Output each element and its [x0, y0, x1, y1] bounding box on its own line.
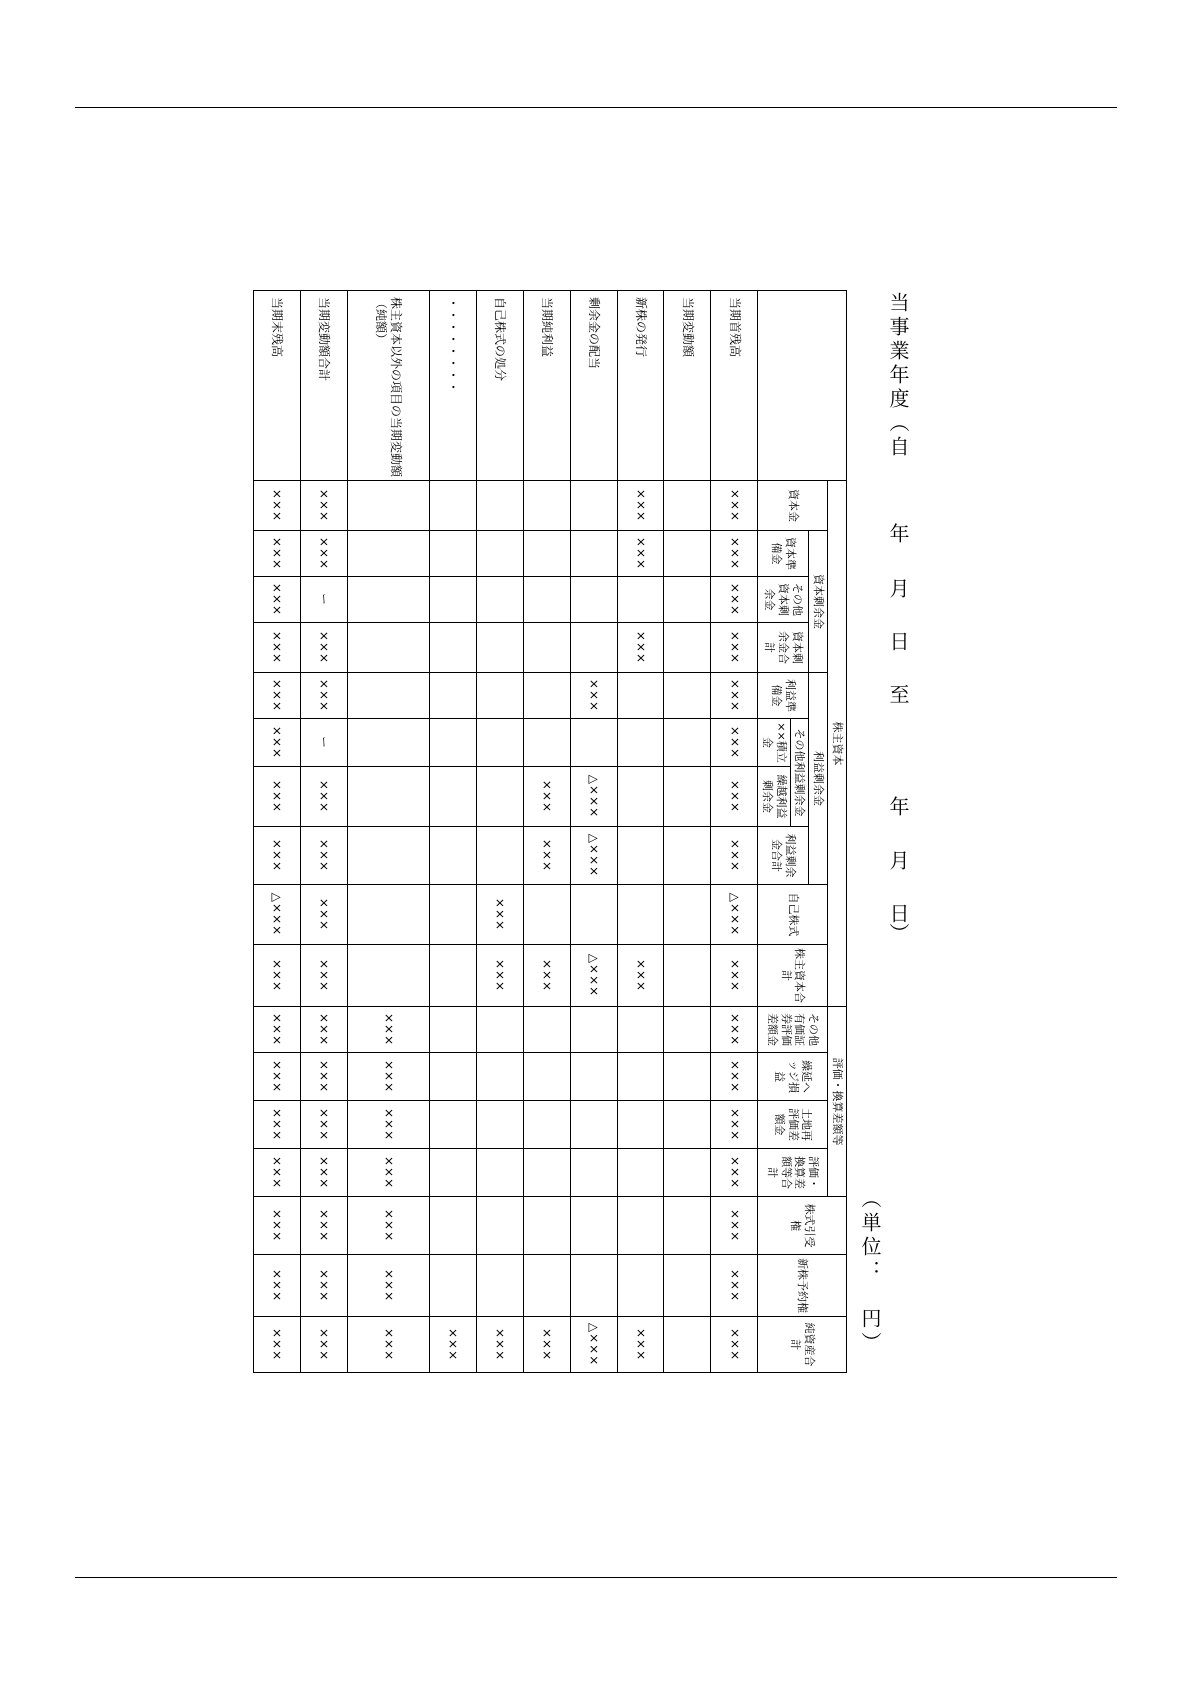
table-cell: ××× [711, 1149, 758, 1197]
header-stock-acquisition: 株式引受権 [758, 1197, 847, 1255]
table-cell [617, 1149, 664, 1197]
table-cell [429, 1255, 476, 1317]
table-cell [664, 945, 711, 1007]
table-row [347, 291, 429, 1373]
table-cell: ××× [711, 1007, 758, 1053]
table-cell [523, 1101, 570, 1149]
table-cell [429, 885, 476, 945]
table-cell: ××× [300, 1149, 347, 1197]
table-cell [523, 623, 570, 673]
table-cell [664, 1053, 711, 1101]
header-securities-valuation: その他有価証券評価差額金 [758, 1007, 828, 1053]
table-cell [476, 623, 523, 673]
table-cell [570, 1255, 617, 1317]
header-capital-reserve: 資本準備金 [758, 531, 809, 577]
table-cell [429, 1053, 476, 1101]
table-cell [476, 1149, 523, 1197]
unit-label: （単位： 円） [858, 1188, 882, 1356]
from-year: 年 [886, 523, 910, 543]
table-cell [617, 577, 664, 623]
table-cell: ××× [300, 623, 347, 673]
table-cell: ××× [523, 827, 570, 885]
table-cell: ××× [254, 1101, 301, 1149]
table-cell: ××× [711, 577, 758, 623]
header-deferred-hedge: 繰延ヘッジ損益 [758, 1053, 828, 1101]
table-cell: ××× [476, 885, 523, 945]
row-label: 当期変動額合計 [300, 291, 347, 481]
table-cell: ー [300, 577, 347, 623]
header-capital: 資本金 [758, 481, 828, 531]
table-cell [617, 1053, 664, 1101]
table-cell [617, 1101, 664, 1149]
table-cell: △××× [254, 885, 301, 945]
row-label: 当期変動額 [664, 291, 711, 481]
table-row [664, 291, 711, 1373]
row-label: 株主資本以外の項目の当期変動額（純額） [347, 291, 429, 481]
table-cell: ××× [711, 481, 758, 531]
table-cell [664, 531, 711, 577]
table-cell: ××× [347, 1053, 429, 1101]
to-month: 月 [886, 850, 910, 870]
table-cell: ××× [711, 1101, 758, 1149]
table-cell [429, 1197, 476, 1255]
table-cell: ××× [254, 827, 301, 885]
table-cell [476, 1101, 523, 1149]
table-cell [523, 1007, 570, 1053]
table-cell [476, 481, 523, 531]
table-cell: ー [300, 719, 347, 767]
table-cell [523, 673, 570, 719]
table-cell [429, 945, 476, 1007]
to-year: 年 [886, 796, 910, 816]
table-cell [570, 531, 617, 577]
row-label: 当期末残高 [254, 291, 301, 481]
table-cell: ××× [254, 945, 301, 1007]
table-cell: ××× [254, 1317, 301, 1373]
table-cell: ××× [570, 673, 617, 719]
table-row [523, 291, 570, 1373]
table-cell [476, 577, 523, 623]
row-label: ・・・・・・・・ [429, 291, 476, 481]
table-row [570, 291, 617, 1373]
table-cell: ××× [254, 1007, 301, 1053]
from-day: 日 [886, 631, 910, 651]
table-cell [617, 885, 664, 945]
header-shareholders-equity: 株主資本 [828, 481, 847, 1007]
table-cell: ××× [300, 767, 347, 827]
table-cell [429, 1101, 476, 1149]
table-cell [476, 827, 523, 885]
table-cell [429, 577, 476, 623]
table-cell [664, 1149, 711, 1197]
table-cell [664, 885, 711, 945]
table-cell [429, 1007, 476, 1053]
row-label: 自己株式の処分 [476, 291, 523, 481]
table-cell [429, 1149, 476, 1197]
table-cell [347, 719, 429, 767]
table-cell: ××× [523, 1317, 570, 1373]
table-cell [523, 1053, 570, 1101]
header-retained-earnings: 利益剰余金 [809, 673, 828, 885]
table-cell [347, 531, 429, 577]
table-cell: ××× [476, 1317, 523, 1373]
header-subscription-rights: 新株予約権 [758, 1255, 847, 1317]
table-cell: ××× [254, 481, 301, 531]
table-cell: ××× [347, 1149, 429, 1197]
table-cell [347, 481, 429, 531]
table-cell [429, 531, 476, 577]
table-cell: ××× [254, 767, 301, 827]
table-cell: ××× [711, 1317, 758, 1373]
table-cell [476, 719, 523, 767]
table-cell [347, 673, 429, 719]
header-retained-total: 利益剰余金合計 [758, 827, 809, 885]
table-cell [476, 531, 523, 577]
table-cell: ××× [617, 481, 664, 531]
table-cell: ××× [347, 1101, 429, 1149]
table-cell [570, 577, 617, 623]
table-cell [664, 1317, 711, 1373]
table-cell [523, 577, 570, 623]
table-cell [347, 885, 429, 945]
table-cell: ××× [300, 1197, 347, 1255]
table-cell: △××× [711, 885, 758, 945]
table-cell: ××× [300, 827, 347, 885]
header-equity-total: 株主資本合計 [758, 945, 828, 1007]
table-cell: ××× [711, 673, 758, 719]
table-cell: ××× [711, 1197, 758, 1255]
table-cell [617, 827, 664, 885]
period-title-prefix: 当事業年度（自 [886, 292, 910, 460]
table-cell [523, 481, 570, 531]
table-cell [570, 1101, 617, 1149]
header-land-revaluation: 土地再評価差額金 [758, 1101, 828, 1149]
table-cell [664, 1007, 711, 1053]
table-cell: ××× [711, 1053, 758, 1101]
table-cell: ××× [254, 673, 301, 719]
table-cell [664, 827, 711, 885]
table-cell [429, 673, 476, 719]
table-cell [570, 481, 617, 531]
table-cell: ××× [254, 577, 301, 623]
to-day: 日） [886, 903, 910, 943]
table-cell [523, 1149, 570, 1197]
table-cell [570, 1149, 617, 1197]
table-row [711, 291, 758, 1373]
table-cell [429, 719, 476, 767]
table-cell: ××× [300, 531, 347, 577]
table-cell [570, 623, 617, 673]
row-label: 当期純利益 [523, 291, 570, 481]
header-treasury-stock: 自己株式 [758, 885, 828, 945]
table-cell: ××× [300, 1101, 347, 1149]
header-capital-surplus: 資本剰余金 [809, 531, 828, 673]
table-cell: ××× [300, 1053, 347, 1101]
table-cell [347, 945, 429, 1007]
table-cell: ××× [617, 945, 664, 1007]
table-cell [617, 1197, 664, 1255]
top-rule [75, 107, 1117, 108]
header-valuation: 評価・換算差額等 [828, 1007, 847, 1197]
table-cell [664, 577, 711, 623]
table-cell [476, 1007, 523, 1053]
table-cell [664, 623, 711, 673]
header-capital-surplus-total: 資本剰余金合計 [758, 623, 809, 673]
to-label: 至 [886, 684, 910, 704]
table-cell: ××× [254, 1053, 301, 1101]
table-cell [429, 767, 476, 827]
table-cell [429, 481, 476, 531]
table-cell [347, 827, 429, 885]
table-cell: ××× [254, 623, 301, 673]
table-cell: ××× [617, 1317, 664, 1373]
table-cell [570, 1197, 617, 1255]
row-label: 当期首残高 [711, 291, 758, 481]
table-cell [523, 719, 570, 767]
table-row [429, 291, 476, 1373]
table-cell [347, 577, 429, 623]
header-other-retained: その他利益剰余金 [790, 719, 809, 827]
table-row [300, 291, 347, 1373]
table-cell: ××× [254, 1197, 301, 1255]
table-cell: ××× [711, 623, 758, 673]
table-cell [476, 1255, 523, 1317]
table-cell: ××× [711, 827, 758, 885]
statement-table-wrapper [253, 290, 847, 1367]
table-cell: ××× [300, 1255, 347, 1317]
table-cell: △××× [570, 1317, 617, 1373]
table-cell [664, 1197, 711, 1255]
table-cell [523, 885, 570, 945]
table-cell [664, 719, 711, 767]
table-row [476, 291, 523, 1373]
table-cell [347, 767, 429, 827]
table-cell: ××× [300, 1317, 347, 1373]
table-cell: ××× [476, 945, 523, 1007]
table-cell: ××× [711, 1255, 758, 1317]
table-cell: ××× [347, 1197, 429, 1255]
table-cell: ××× [347, 1255, 429, 1317]
statement-of-changes-table [253, 290, 847, 1373]
table-cell [617, 1007, 664, 1053]
table-cell [523, 1197, 570, 1255]
table-cell: ××× [300, 1007, 347, 1053]
header-net-assets-total: 純資産合計 [758, 1317, 847, 1373]
table-cell [664, 767, 711, 827]
row-label: 新株の発行 [617, 291, 664, 481]
table-cell: ××× [617, 531, 664, 577]
table-cell [664, 481, 711, 531]
bottom-rule [75, 1577, 1117, 1578]
header-carried-forward: 繰越利益剰余金 [758, 767, 791, 827]
table-cell [476, 1053, 523, 1101]
table-cell: △××× [570, 827, 617, 885]
table-cell [617, 767, 664, 827]
header-legal-reserve: 利益準備金 [758, 673, 809, 719]
table-cell [570, 1007, 617, 1053]
table-cell: ××× [347, 1007, 429, 1053]
table-cell: ××× [254, 1149, 301, 1197]
table-cell [570, 1053, 617, 1101]
table-cell [570, 719, 617, 767]
from-month: 月 [886, 578, 910, 598]
header-other-capital-surplus: その他資本剰余金 [758, 577, 809, 623]
table-cell: ××× [254, 719, 301, 767]
table-cell: ××× [711, 531, 758, 577]
table-cell: △××× [570, 945, 617, 1007]
table-cell [523, 1255, 570, 1317]
header-xx-reserve: ××積立金 [758, 719, 791, 767]
table-cell: ××× [300, 885, 347, 945]
table-cell: ××× [617, 623, 664, 673]
table-cell [664, 1255, 711, 1317]
table-row [254, 291, 301, 1373]
table-cell: ××× [711, 945, 758, 1007]
table-cell: ××× [300, 673, 347, 719]
table-cell [570, 885, 617, 945]
table-cell [429, 623, 476, 673]
table-cell: ××× [254, 531, 301, 577]
table-cell: ××× [300, 945, 347, 1007]
table-cell: ××× [347, 1317, 429, 1373]
table-cell: ××× [429, 1317, 476, 1373]
table-cell [523, 531, 570, 577]
table-cell [664, 673, 711, 719]
table-cell: ××× [711, 719, 758, 767]
table-cell [664, 1101, 711, 1149]
table-cell [476, 673, 523, 719]
table-cell: ××× [523, 945, 570, 1007]
table-cell: ××× [254, 1255, 301, 1317]
table-cell: ××× [300, 481, 347, 531]
table-cell [476, 1197, 523, 1255]
table-row [617, 291, 664, 1373]
table-cell [347, 623, 429, 673]
statement-body [254, 291, 758, 1373]
table-cell [617, 673, 664, 719]
table-cell: △××× [570, 767, 617, 827]
table-cell: ××× [711, 767, 758, 827]
row-label: 剰余金の配当 [570, 291, 617, 481]
table-cell: ××× [523, 767, 570, 827]
table-cell [429, 827, 476, 885]
table-cell [617, 719, 664, 767]
table-cell [476, 767, 523, 827]
header-valuation-total: 評価・換算差額等合計 [758, 1149, 828, 1197]
corner-cell [758, 291, 847, 481]
table-cell [617, 1255, 664, 1317]
